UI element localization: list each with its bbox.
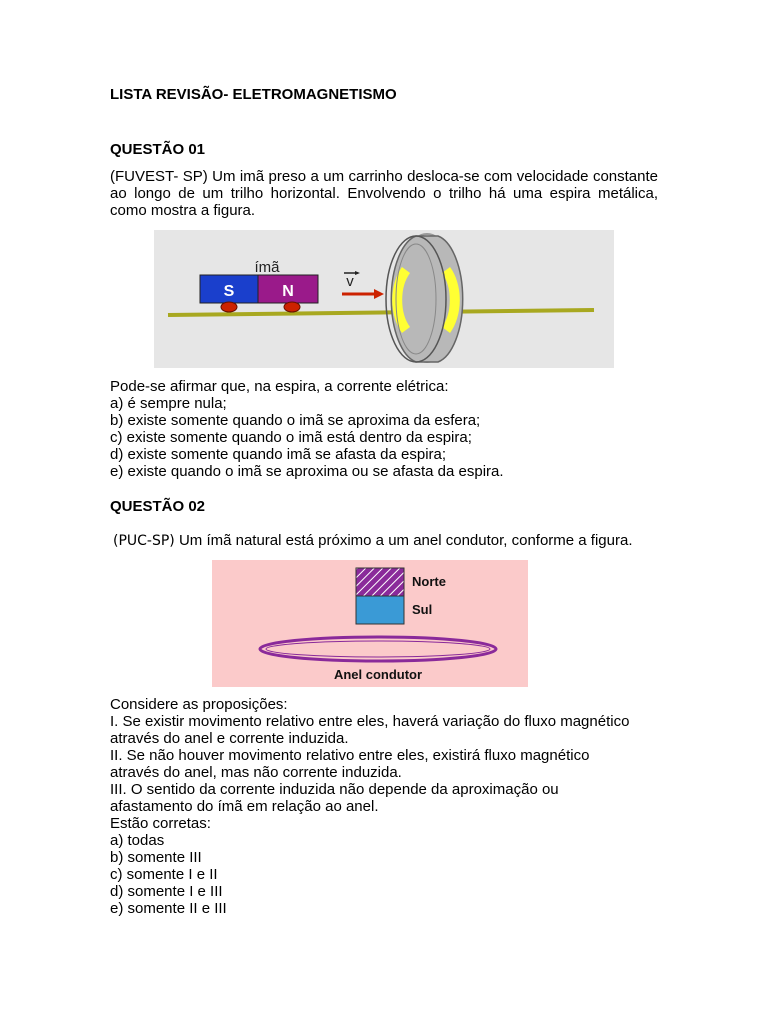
magnet-ring-figure <box>212 560 528 687</box>
ring-label: Anel condutor <box>333 667 423 682</box>
question-01-prompt: Pode-se afirmar que, na espira, a corrente elétrica: <box>110 378 449 395</box>
magnet-s-label: S <box>223 283 235 300</box>
option-b: b) existe somente quando o imã se aproxima da esfera; <box>110 412 481 429</box>
magnet-label: ímã <box>254 259 280 276</box>
magnet-cart-ring-figure <box>154 230 614 368</box>
magnet-n-label: N <box>282 283 294 300</box>
option-a: a) é sempre nula; <box>110 395 227 412</box>
q2-line: afastamento do ímã em relação ao anel. <box>110 798 379 815</box>
q2-line: III. O sentido da corrente induzida não depende da aproximação ou <box>110 781 559 798</box>
option-b: b) somente III <box>110 849 202 866</box>
question-01-text: (FUVEST- SP) Um imã preso a um carrinho desloca-se com velocidade constante ao longo de um trilho horizontal. Envolvendo o trilho há uma espira metálica, como mostra a figura. <box>110 168 658 219</box>
question-02-source: (PUC-SP) <box>113 533 175 549</box>
option-d: d) existe somente quando imã se afasta da espira; <box>110 446 447 463</box>
question-02-statement: Um ímã natural está próximo a um anel condutor, conforme a figura. <box>174 532 633 549</box>
q2-line: através do anel e corrente induzida. <box>110 730 349 747</box>
question-02-heading: QUESTÃO 02 <box>110 498 206 515</box>
option-e: e) somente II e III <box>110 900 227 917</box>
q2-line: Considere as proposições: <box>110 696 288 713</box>
option-d: d) somente I e III <box>110 883 223 900</box>
question-02-text <box>113 532 633 549</box>
question-02-body <box>110 696 670 917</box>
south-block <box>356 596 404 624</box>
q2-line: II. Se não houver movimento relativo entre eles, existirá fluxo magnético <box>110 747 590 764</box>
north-block <box>356 568 404 596</box>
option-c: c) somente I e II <box>110 866 218 883</box>
question-01-options <box>110 378 670 480</box>
q2-line: Estão corretas: <box>110 815 211 832</box>
velocity-label: v <box>346 273 354 290</box>
north-label: Norte <box>412 574 446 589</box>
south-label: Sul <box>412 602 433 617</box>
option-e: e) existe quando o imã se aproxima ou se afasta da espira. <box>110 463 504 480</box>
q2-line: através do anel, mas não corrente induzida. <box>110 764 402 781</box>
wheel-left <box>221 302 237 312</box>
page-title: LISTA REVISÃO- ELETROMAGNETISMO <box>110 86 397 103</box>
option-c: c) existe somente quando o imã está dentro da espira; <box>110 429 472 446</box>
wheel-right <box>284 302 300 312</box>
question-01-heading: QUESTÃO 01 <box>110 141 206 158</box>
option-a: a) todas <box>110 832 165 849</box>
q2-line: I. Se existir movimento relativo entre eles, haverá variação do fluxo magnético <box>110 713 630 730</box>
